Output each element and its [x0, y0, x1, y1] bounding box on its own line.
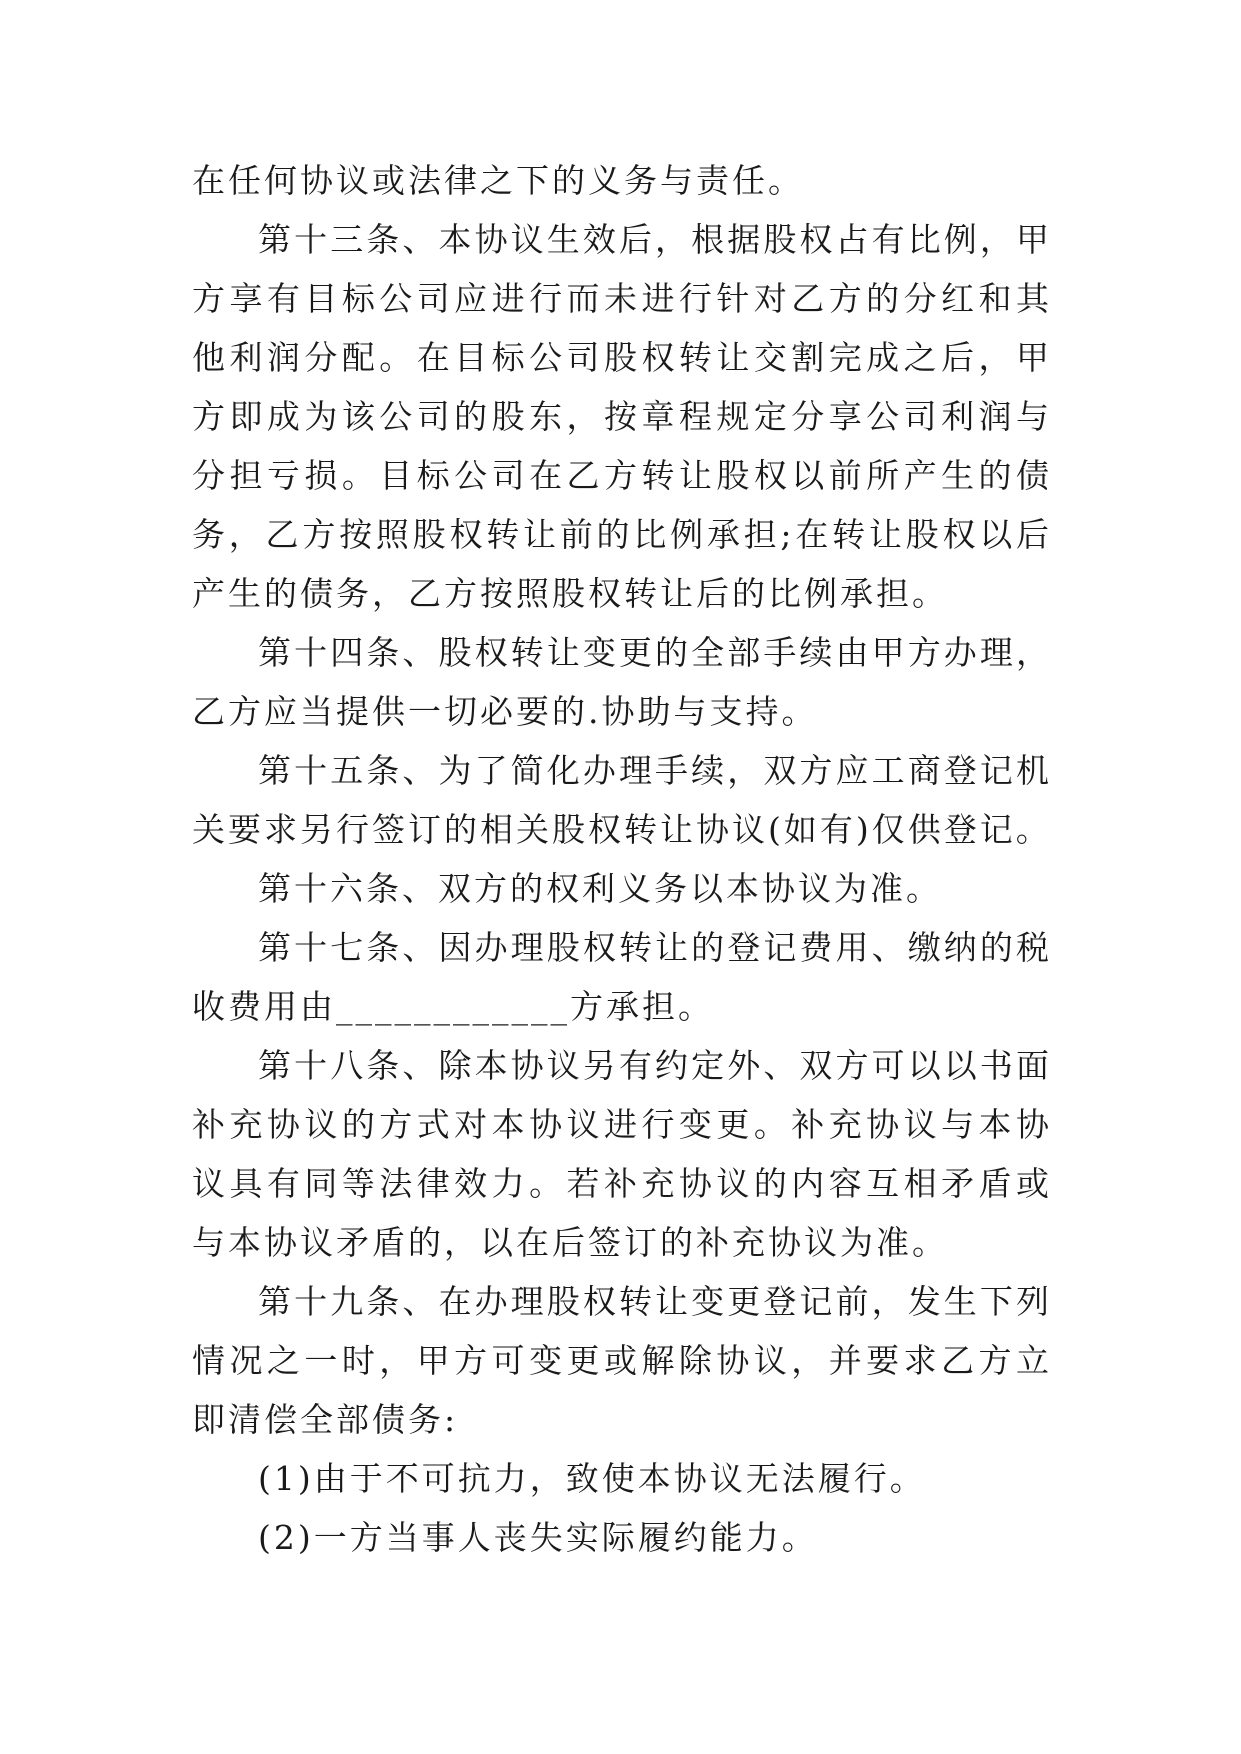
- paragraph-continuation: 在任何协议或法律之下的义务与责任。: [192, 161, 804, 200]
- paragraph-article-14: 第十四条、股权转让变更的全部手续由甲方办理，乙方应当提供一切必要的.协助与支持。: [192, 633, 1052, 731]
- paragraph-article-13: 第十三条、本协议生效后，根据股权占有比例，甲方享有目标公司应进行而未进行针对乙方的分红和其他利润分配。在目标公司股权转让交割完成之后，甲方即成为该公司的股东，按章程规定分享公司利润与分担亏损。目标公司在乙方转让股权以前所产生的债务，乙方按照股权转让前的比例承担;在转让股权以后产生的债务，乙方按照股权转让后的比例承担。: [192, 220, 1052, 613]
- paragraph-article-15: 第十五条、为了简化办理手续，双方应工商登记机关要求另行签订的相关股权转让协议(如有)仅供登记。: [192, 751, 1052, 849]
- list-item-2: (2)一方当事人丧失实际履约能力。: [258, 1518, 818, 1557]
- paragraph-article-19: 第十九条、在办理股权转让变更登记前，发生下列情况之一时，甲方可变更或解除协议，并要求乙方立即清偿全部债务:: [192, 1282, 1052, 1439]
- paragraph-article-18: 第十八条、除本协议另有约定外、双方可以以书面补充协议的方式对本协议进行变更。补充协议与本协议具有同等法律效力。若补充协议的内容互相矛盾或与本协议矛盾的，以在后签订的补充协议为准。: [192, 1046, 1052, 1262]
- document-body: [192, 151, 1052, 1567]
- list-item-1: (1)由于不可抗力，致使本协议无法履行。: [258, 1459, 926, 1498]
- paragraph-article-17: 第十七条、因办理股权转让的登记费用、缴纳的税收费用由____________方承担。: [192, 928, 1052, 1026]
- paragraph-article-16: 第十六条、双方的权利义务以本协议为准。: [258, 869, 942, 908]
